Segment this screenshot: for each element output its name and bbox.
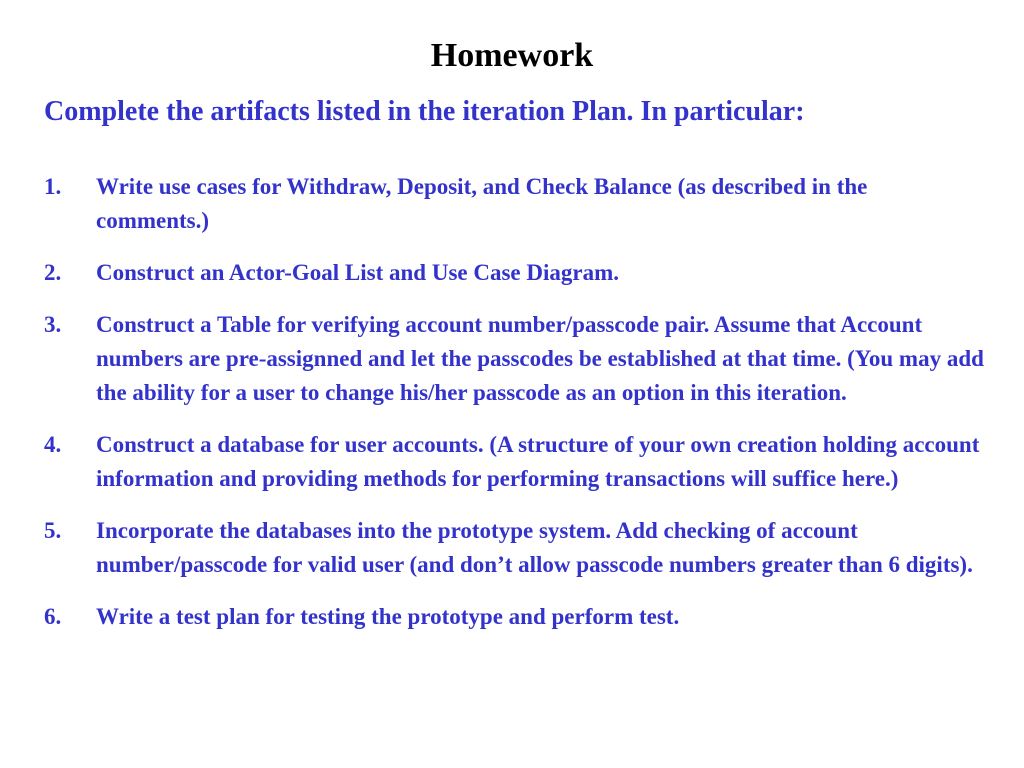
task-number: 4. <box>44 432 62 457</box>
task-number: 2. <box>44 260 62 285</box>
task-number: 5. <box>44 518 62 543</box>
task-text: Construct a database for user accounts. (A structure of your own creation holding account information and providing methods for performing transactions will suffice here.) <box>96 432 980 491</box>
task-text: Write a test plan for testing the prototype and perform test. <box>96 604 680 629</box>
task-number: 6. <box>44 604 62 629</box>
task-text: Construct an Actor-Goal List and Use Case Diagram. <box>96 260 620 285</box>
task-text: Write use cases for Withdraw, Deposit, and Check Balance (as described in the comments.) <box>96 174 868 233</box>
task-item <box>0 514 1024 582</box>
task-text: Construct a Table for verifying account number/passcode pair. Assume that Account numbers are pre-assignned and let the passcodes be established at that time. (You may add the ability for a user to change his/her passcode as an option in this iteration. <box>96 312 984 405</box>
task-text: Incorporate the databases into the prototype system. Add checking of account number/passcode for valid user (and don’t allow passcode numbers greater than 6 digits). <box>96 518 973 577</box>
slide-title: Homework <box>430 37 594 74</box>
task-item <box>0 170 1024 238</box>
task-number: 3. <box>44 312 62 337</box>
task-item <box>0 428 1024 496</box>
task-item <box>0 256 1024 290</box>
task-list <box>0 170 1024 652</box>
slide-subtitle: Complete the artifacts listed in the iteration Plan. In particular: <box>44 96 805 127</box>
task-number: 1. <box>44 174 62 199</box>
task-item <box>0 308 1024 410</box>
task-item <box>0 600 1024 634</box>
